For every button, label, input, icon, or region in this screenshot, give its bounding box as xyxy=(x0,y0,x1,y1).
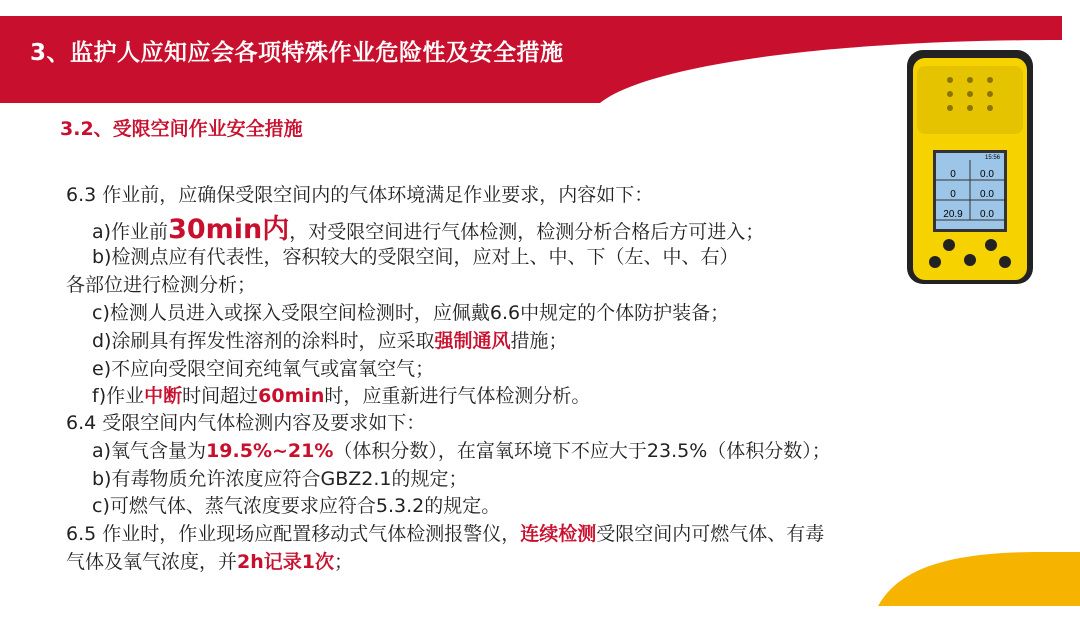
svg-text:0.0: 0.0 xyxy=(980,189,994,200)
highlight-30min: 30min内 xyxy=(168,214,290,245)
device-screen-time: 15:56 xyxy=(985,155,1001,161)
svg-text:20.9: 20.9 xyxy=(943,209,963,220)
item-6-3-e: e)不应向受限空间充纯氧气或富氧空气； xyxy=(92,358,435,380)
item-6-4-b: b)有毒物质允许浓度应符合GBZ2.1的规定； xyxy=(92,468,468,490)
item-6-5: 6.5 作业时，作业现场应配置移动式气体检测报警仪，连续检测受限空间内可燃气体、有毒 xyxy=(66,523,825,545)
highlight-interrupt: 中断 xyxy=(144,385,183,407)
svg-text:0: 0 xyxy=(950,169,956,180)
highlight-record-interval: 2h记录1次 xyxy=(237,551,334,573)
highlight-60min: 60min xyxy=(258,385,325,407)
svg-text:0: 0 xyxy=(950,189,956,200)
item-6-4-a: a)氧气含量为19.5%~21%（体积分数），在富氧环境下不应大于23.5%（体积分数）； xyxy=(92,440,831,462)
item-6-3-d: d)涂刷具有挥发性溶剂的涂料时，应采取强制通风措施； xyxy=(92,330,568,352)
item-6-3: 6.3 作业前，应确保受限空间内的气体环境满足作业要求，内容如下： xyxy=(66,184,654,206)
item-6-3-f: f)作业中断时间超过60min时，应重新进行气体检测分析。 xyxy=(92,385,591,407)
svg-text:0.0: 0.0 xyxy=(980,209,994,220)
item-6-3-b: b)检测点应有代表性，容积较大的受限空间，应对上、中、下（左、中、右） xyxy=(92,246,739,268)
corner-accent-shape xyxy=(850,540,1080,623)
item-6-3-c: c)检测人员进入或探入受限空间检测时，应佩戴6.6中规定的个体防护装备； xyxy=(92,302,730,324)
highlight-oxygen-range: 19.5%~21% xyxy=(206,440,334,462)
highlight-forced-ventilation: 强制通风 xyxy=(434,330,511,352)
item-6-3-a: a)作业前30min内，对受限空间进行气体检测，检测分析合格后方可进入； xyxy=(92,214,765,245)
gas-detector-image xyxy=(905,48,1035,286)
item-6-3-b-cont: 各部位进行检测分析； xyxy=(66,274,257,296)
svg-text:0.0: 0.0 xyxy=(980,169,994,180)
item-6-4-c: c)可燃气体、蒸气浓度要求应符合5.3.2的规定。 xyxy=(92,495,501,517)
item-6-4: 6.4 受限空间内气体检测内容及要求如下： xyxy=(66,412,426,434)
highlight-continuous-detection: 连续检测 xyxy=(520,523,597,545)
page-title: 3、监护人应知应会各项特殊作业危险性及安全措施 xyxy=(30,40,564,66)
section-subtitle: 3.2、受限空间作业安全措施 xyxy=(60,118,303,140)
item-6-5-cont: 气体及氧气浓度，并2h记录1次； xyxy=(66,551,353,573)
